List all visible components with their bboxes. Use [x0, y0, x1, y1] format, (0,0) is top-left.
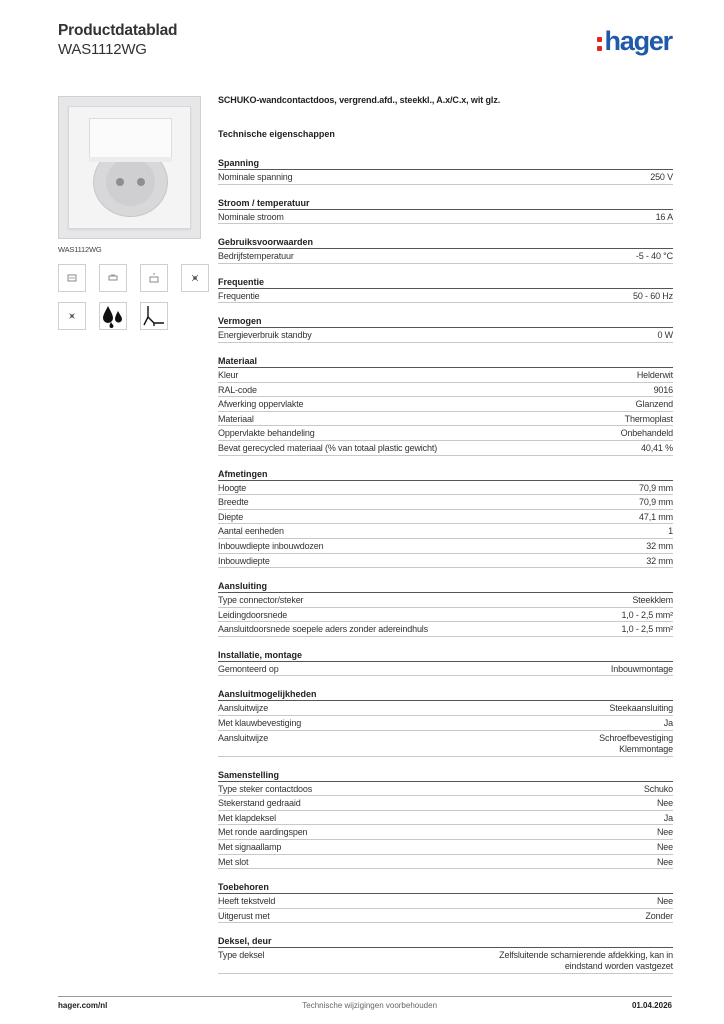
property-value: Ja	[663, 718, 673, 729]
footer-website-link[interactable]: hager.com/nl	[58, 1001, 108, 1010]
property-label: Met slot	[218, 856, 249, 867]
property-label: Met klapdeksel	[218, 812, 276, 823]
footer-date: 01.04.2026	[631, 1001, 672, 1010]
property-section	[218, 195, 673, 225]
property-value: Onbehandeld	[620, 428, 673, 439]
section-heading: Gebruiksvoorwaarden	[218, 234, 673, 249]
property-row	[218, 397, 673, 412]
star-icon	[181, 264, 209, 292]
property-row	[218, 840, 673, 855]
property-label: Inbouwdiepte inbouwdozen	[218, 540, 324, 551]
property-row	[218, 368, 673, 383]
socket-frame	[68, 106, 191, 229]
property-row	[218, 441, 673, 456]
property-label: Breedte	[218, 497, 249, 508]
water-drops-icon	[99, 302, 127, 330]
property-row	[218, 782, 673, 797]
property-section	[218, 686, 673, 756]
property-section	[218, 578, 673, 637]
property-value: 70,9 mm	[639, 497, 673, 508]
property-label: Bedrijfstemperatuur	[218, 251, 294, 262]
property-section	[218, 353, 673, 456]
logo-text: hager	[604, 26, 672, 56]
property-row	[218, 170, 673, 185]
property-label: Hoogte	[218, 482, 247, 493]
property-value: 40,41 %	[641, 442, 673, 453]
property-row	[218, 909, 673, 924]
property-label: Uitgerust met	[218, 910, 270, 921]
section-heading: Materiaal	[218, 353, 673, 368]
property-row	[218, 731, 673, 757]
property-value: Steekklem	[632, 595, 673, 606]
product-code: WAS1112WG	[58, 41, 147, 58]
property-section	[218, 767, 673, 870]
property-label: Frequentie	[218, 290, 260, 301]
property-section	[218, 155, 673, 185]
property-label: Aansluitwijze	[218, 703, 269, 714]
property-section	[218, 274, 673, 304]
section-heading: Spanning	[218, 155, 673, 170]
property-row	[218, 481, 673, 496]
property-value: Steekaansluiting	[609, 703, 673, 714]
property-label: Type connector/steker	[218, 595, 304, 606]
section-heading: Deksel, deur	[218, 933, 673, 948]
property-row	[218, 524, 673, 539]
document-header	[58, 22, 177, 58]
property-row	[218, 554, 673, 569]
property-row	[218, 495, 673, 510]
property-label: Diepte	[218, 511, 244, 522]
property-row	[218, 825, 673, 840]
property-label: Nominale stroom	[218, 211, 284, 222]
document-title: Productdatablad	[58, 22, 178, 39]
section-heading: Frequentie	[218, 274, 673, 289]
section-heading: Vermogen	[218, 313, 673, 328]
datasheet-content	[218, 95, 673, 984]
property-value: Ja	[663, 812, 673, 823]
property-value: 1,0 - 2,5 mm²	[621, 624, 673, 635]
property-value: Schroefbevestiging Klemmontage	[599, 732, 673, 754]
property-value: Nee	[656, 896, 673, 907]
property-label: Aansluitdoorsnede soepele aders zonder adereindhuls	[218, 624, 429, 635]
property-value: 50 - 60 Hz	[632, 290, 673, 301]
property-value: 1	[668, 526, 673, 537]
property-value: Schuko	[643, 783, 673, 794]
property-row	[218, 701, 673, 716]
product-image	[58, 96, 201, 239]
property-label: Kleur	[218, 369, 239, 380]
property-row	[218, 948, 673, 974]
product-sidebar	[58, 96, 208, 330]
property-row	[218, 289, 673, 304]
section-heading: Installatie, montage	[218, 647, 673, 662]
property-row	[218, 716, 673, 731]
property-label: Oppervlakte behandeling	[218, 428, 315, 439]
property-row	[218, 510, 673, 525]
property-value: 9016	[653, 384, 673, 395]
product-description: SCHUKO-wandcontactdoos, vergrend.afd., steekkl., A.x/C.x, wit glz.	[218, 95, 501, 105]
property-label: Bevat gerecycled materiaal (% van totaal plastic gewicht)	[218, 442, 438, 453]
section-heading: Samenstelling	[218, 767, 673, 782]
property-label: Gemonteerd op	[218, 663, 279, 674]
property-value: 0 W	[657, 330, 673, 341]
property-label: Leidingdoorsnede	[218, 609, 288, 620]
feature-icons	[58, 264, 208, 330]
property-label: Aansluitwijze	[218, 732, 269, 743]
slot-icon	[58, 264, 86, 292]
property-row	[218, 328, 673, 343]
property-label: Materiaal	[218, 413, 254, 424]
property-value: Nee	[656, 842, 673, 853]
section-heading: Stroom / temperatuur	[218, 195, 673, 210]
property-section	[218, 466, 673, 569]
property-label: Stekerstand gedraaid	[218, 798, 301, 809]
property-value: Zonder	[645, 910, 673, 921]
property-row	[218, 539, 673, 554]
property-row	[218, 894, 673, 909]
property-row	[218, 426, 673, 441]
technical-properties-title: Technische eigenschappen	[218, 129, 335, 139]
property-value: 1,0 - 2,5 mm²	[621, 609, 673, 620]
section-heading: Afmetingen	[218, 466, 673, 481]
footer-note: Technische wijzigingen voorbehouden	[302, 1001, 438, 1010]
property-value: Glanzend	[635, 399, 673, 410]
property-value: 70,9 mm	[639, 482, 673, 493]
property-label: RAL-code	[218, 384, 257, 395]
property-value: -5 - 40 °C	[635, 251, 673, 262]
property-row	[218, 412, 673, 427]
property-label: Met signaallamp	[218, 842, 282, 853]
property-value: 16 A	[655, 211, 673, 222]
property-section	[218, 647, 673, 677]
property-section	[218, 933, 673, 974]
property-row	[218, 796, 673, 811]
property-label: Met ronde aardingspen	[218, 827, 308, 838]
property-row	[218, 855, 673, 870]
property-row	[218, 662, 673, 677]
property-section	[218, 879, 673, 923]
star-icon	[58, 302, 86, 330]
property-row	[218, 383, 673, 398]
property-section	[218, 313, 673, 343]
property-value: Nee	[656, 798, 673, 809]
property-label: Type steker contactdoos	[218, 783, 313, 794]
fork-icon	[140, 302, 168, 330]
hager-logo[interactable]	[597, 28, 672, 55]
section-heading: Aansluiting	[218, 578, 673, 593]
property-label: Energieverbruik standby	[218, 330, 312, 341]
property-value: 250 V	[650, 172, 673, 182]
section-heading: Aansluitmogelijkheden	[218, 686, 673, 701]
page-footer	[58, 996, 672, 1010]
property-value: Nee	[656, 856, 673, 867]
slot-icon	[140, 264, 168, 292]
property-sections	[218, 155, 673, 974]
property-label: Aantal eenheden	[218, 526, 284, 537]
property-label: Type deksel	[218, 950, 265, 961]
property-value: Helderwit	[636, 369, 673, 380]
logo-dots-icon	[597, 37, 602, 51]
property-row	[218, 608, 673, 623]
image-caption: WAS1112WG	[58, 245, 102, 254]
property-value: Inbouwmontage	[610, 663, 673, 674]
property-value: 32 mm	[646, 555, 673, 566]
slot-icon	[99, 264, 127, 292]
lid-hinge	[89, 157, 172, 162]
property-value: 32 mm	[646, 540, 673, 551]
property-label: Nominale spanning	[218, 172, 293, 182]
property-label: Inbouwdiepte	[218, 555, 270, 566]
property-row	[218, 593, 673, 608]
property-label: Afwerking oppervlakte	[218, 399, 304, 410]
property-section	[218, 234, 673, 264]
property-value: Zelfsluitende scharnierende afdekking, kan in eindstand worden vastgezet	[499, 950, 673, 972]
property-value: Thermoplast	[624, 413, 673, 424]
property-value: 47,1 mm	[639, 511, 673, 522]
hinged-lid	[89, 118, 172, 158]
property-label: Heeft tekstveld	[218, 896, 276, 907]
property-value: Nee	[656, 827, 673, 838]
property-row	[218, 210, 673, 225]
property-row	[218, 622, 673, 637]
property-label: Met klauwbevestiging	[218, 718, 302, 729]
section-heading: Toebehoren	[218, 879, 673, 894]
property-row	[218, 249, 673, 264]
property-row	[218, 811, 673, 826]
